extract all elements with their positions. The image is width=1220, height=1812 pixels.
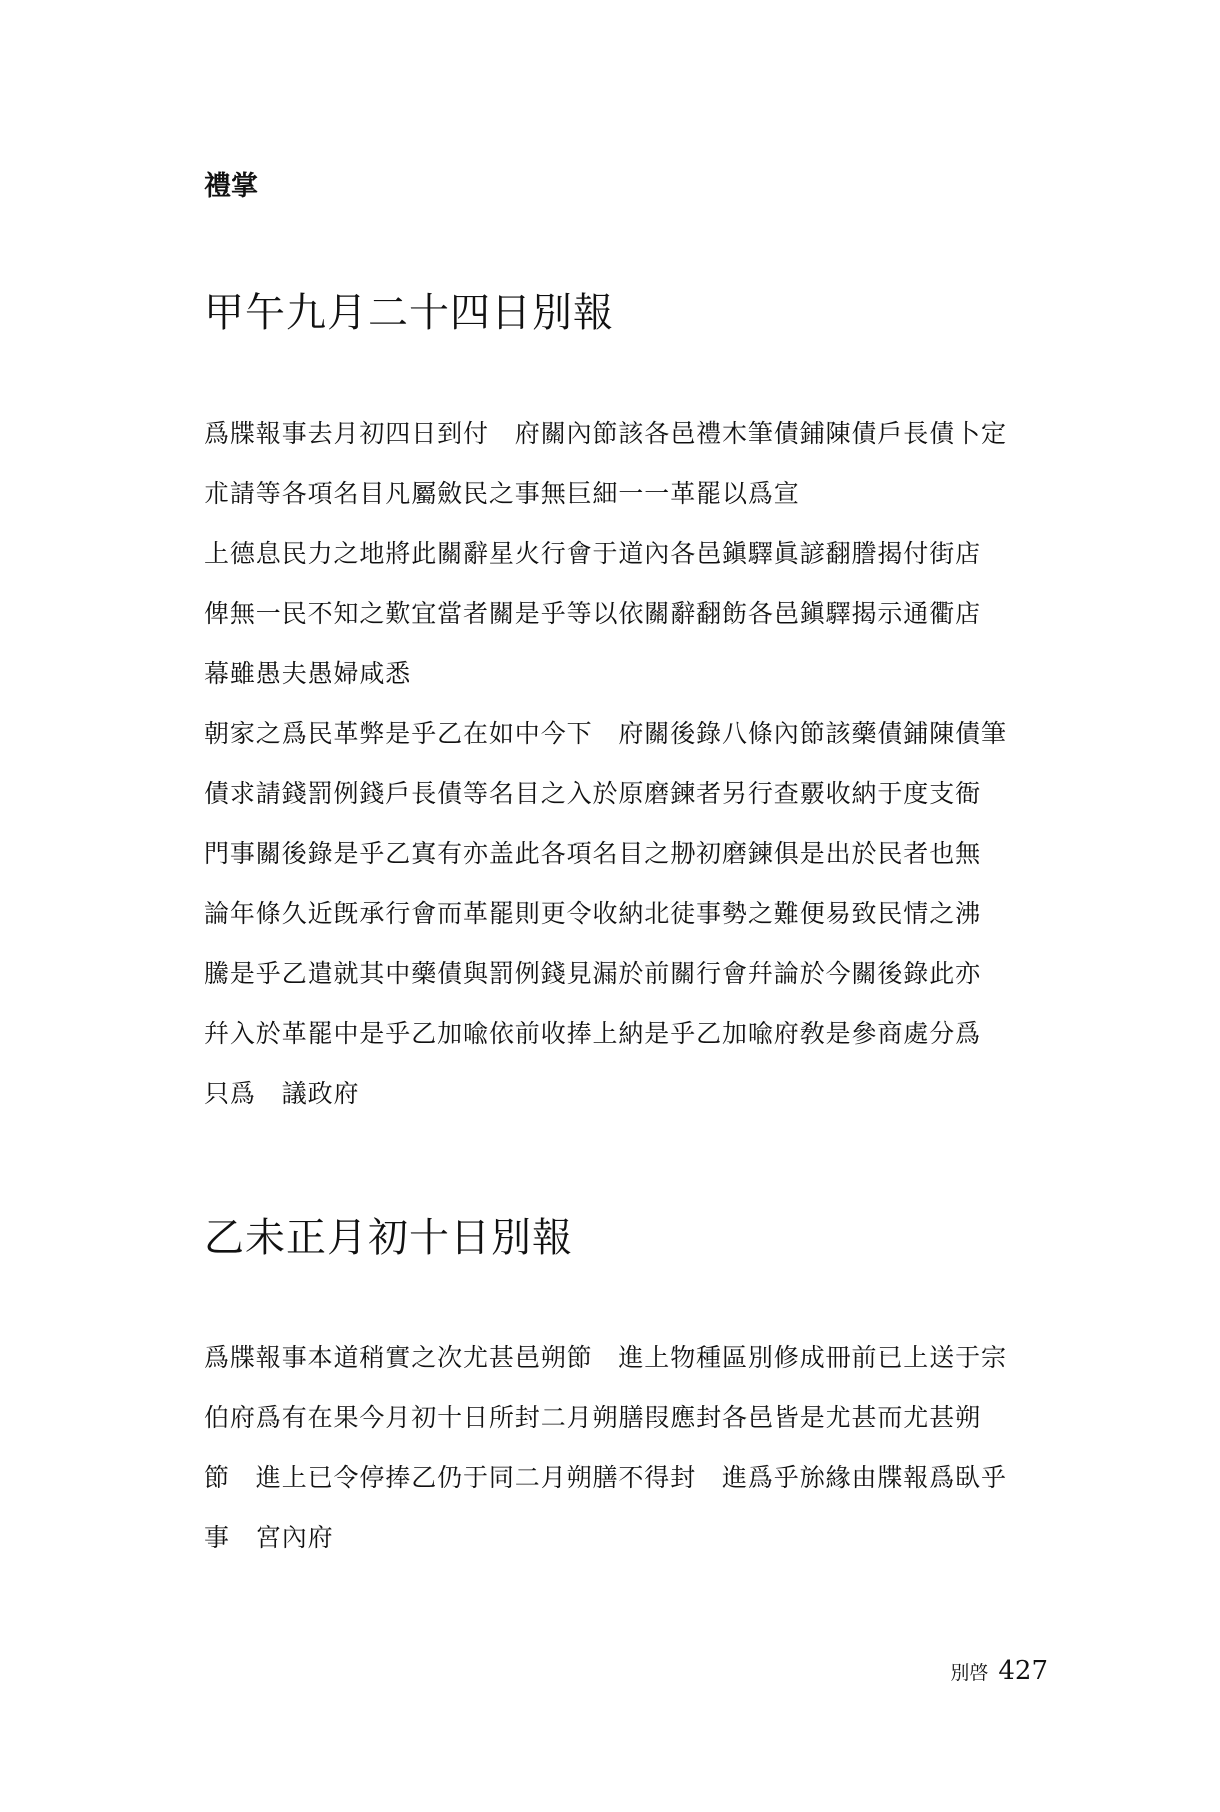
body-line: 俾無一民不知之歎宜當者關是乎等以依關辭翻飭各邑鎭驛揭示通衢店 [204,599,982,628]
body-line: 朝家之爲民革弊是乎乙在如中今下 府關後錄八條內節該藥債鋪陳債筆 [204,719,1007,748]
section-label: 禮掌 [204,171,258,202]
body-line: 朮請等各項名目凡屬斂民之事無巨細一一革罷以爲宣 [204,479,800,508]
body-line: 幕雖愚夫愚婦咸悉 [204,659,412,688]
body-line: 論年條久近旣承行會而革罷則更令收納北徒事勢之難便易致民情之沸 [204,899,982,928]
body-line: 債求請錢罰例錢戶長債等名目之入於原磨鍊者另行查覈收納于度支衙 [204,779,982,808]
page-number: 427 [998,1656,1048,1686]
entry-body [204,404,1052,1124]
body-line: 只爲 議政府 [204,1079,360,1108]
body-line: 上德息民力之地將此關辭星火行會于道內各邑鎭驛眞諺翻謄揭付街店 [204,539,982,568]
entry-body [204,1328,1052,1568]
body-line: 門事關後錄是乎乙寘有亦盖此各項名目之刱初磨鍊俱是出於民者也無 [204,839,982,868]
body-line: 伯府爲有在果今月初十日所封二月朔膳叚應封各邑皆是尤甚而尤甚朔 [204,1403,982,1432]
body-line: 節 進上已令停捧乙仍于同二月朔膳不得封 進爲乎旀緣由牒報爲臥乎 [204,1463,1007,1492]
body-line: 爲牒報事本道稍實之次尤甚邑朔節 進上物種區別修成冊前已上送于宗 [204,1343,1007,1372]
body-line: 爲牒報事去月初四日到付 府關內節該各邑禮木筆債鋪陳債戶長債卜定 [204,419,1007,448]
body-line: 騰是乎乙遣就其中藥債與罰例錢見漏於前關行會幷論於今關後錄此亦 [204,959,982,988]
entry-title: 甲午九月二十四日別報 [204,290,614,336]
running-footer-label: 別啓 [950,1662,989,1684]
body-line: 事 宮內府 [204,1523,334,1552]
page-footer [950,1656,1048,1686]
entry-title: 乙未正月初十日別報 [204,1215,573,1261]
body-line: 幷入於革罷中是乎乙加喩依前收捧上納是乎乙加喩府敎是參商處分爲 [204,1019,982,1048]
